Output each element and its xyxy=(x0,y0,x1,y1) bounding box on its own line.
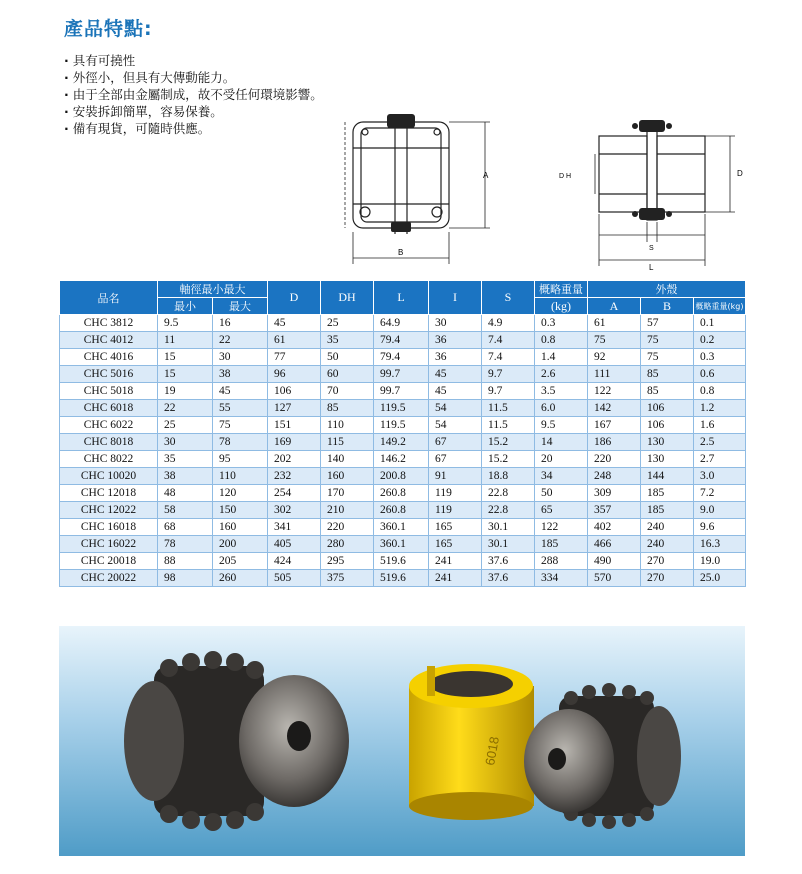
table-cell: 360.1 xyxy=(374,536,429,553)
table-cell: 85 xyxy=(321,400,374,417)
table-cell: 142 xyxy=(588,400,641,417)
table-cell: 130 xyxy=(641,434,694,451)
dim-d-label: D xyxy=(737,169,743,178)
header-s: S xyxy=(482,281,535,315)
table-row xyxy=(60,400,746,417)
feature-item: · 備有現貨，可隨時供應。 xyxy=(64,120,323,137)
table-cell: 150 xyxy=(213,502,268,519)
model-name-cell: CHC 6022 xyxy=(60,417,158,434)
table-cell: 570 xyxy=(588,570,641,587)
table-cell: 120 xyxy=(213,485,268,502)
table-cell: 85 xyxy=(641,383,694,400)
header-bore: 軸徑最小最大 xyxy=(158,281,268,298)
table-cell: 0.8 xyxy=(535,332,588,349)
table-cell: 50 xyxy=(321,349,374,366)
table-cell: 144 xyxy=(641,468,694,485)
table-cell: 18.8 xyxy=(482,468,535,485)
table-cell: 15.2 xyxy=(482,434,535,451)
header-i: I xyxy=(429,281,482,315)
table-cell: 58 xyxy=(158,502,213,519)
table-cell: 241 xyxy=(429,553,482,570)
table-cell: 75 xyxy=(588,332,641,349)
table-cell: 9.5 xyxy=(158,315,213,332)
table-cell: 119.5 xyxy=(374,417,429,434)
table-cell: 122 xyxy=(588,383,641,400)
header-bore-max: 最大 xyxy=(213,298,268,315)
model-name-cell: CHC 5018 xyxy=(60,383,158,400)
table-row xyxy=(60,332,746,349)
dim-dh-label: D H xyxy=(559,173,572,180)
coupling-housing-drawing xyxy=(325,108,500,278)
table-cell: 0.3 xyxy=(535,315,588,332)
specification-table xyxy=(59,280,746,587)
table-cell: 14 xyxy=(535,434,588,451)
header-housing-b: B xyxy=(641,298,694,315)
table-cell: 185 xyxy=(535,536,588,553)
table-cell: 424 xyxy=(268,553,321,570)
table-cell: 54 xyxy=(429,400,482,417)
table-cell: 15 xyxy=(158,366,213,383)
table-cell: 140 xyxy=(321,451,374,468)
table-cell: 360.1 xyxy=(374,519,429,536)
table-cell: 67 xyxy=(429,451,482,468)
table-cell: 88 xyxy=(158,553,213,570)
table-cell: 79.4 xyxy=(374,349,429,366)
table-cell: 0.8 xyxy=(694,383,746,400)
table-cell: 240 xyxy=(641,519,694,536)
table-cell: 75 xyxy=(641,332,694,349)
table-cell: 270 xyxy=(641,553,694,570)
table-cell: 11.5 xyxy=(482,400,535,417)
table-cell: 334 xyxy=(535,570,588,587)
table-cell: 106 xyxy=(268,383,321,400)
table-cell: 48 xyxy=(158,485,213,502)
table-row xyxy=(60,502,746,519)
table-cell: 34 xyxy=(535,468,588,485)
table-cell: 130 xyxy=(641,451,694,468)
table-cell: 61 xyxy=(268,332,321,349)
table-cell: 38 xyxy=(158,468,213,485)
table-cell: 36 xyxy=(429,332,482,349)
table-cell: 0.1 xyxy=(694,315,746,332)
table-cell: 202 xyxy=(268,451,321,468)
table-cell: 185 xyxy=(641,485,694,502)
coupling-photo-illustration xyxy=(59,626,745,856)
chain-coupling-right xyxy=(524,683,681,829)
table-cell: 20 xyxy=(535,451,588,468)
header-d: D xyxy=(268,281,321,315)
header-dh: DH xyxy=(321,281,374,315)
header-bore-min: 最小 xyxy=(158,298,213,315)
table-cell: 65 xyxy=(535,502,588,519)
table-cell: 67 xyxy=(429,434,482,451)
table-cell: 260.8 xyxy=(374,485,429,502)
dim-b-label: B xyxy=(398,248,404,257)
cover-marking: 6018 xyxy=(482,735,502,767)
table-cell: 25 xyxy=(321,315,374,332)
table-row xyxy=(60,451,746,468)
model-name-cell: CHC 6018 xyxy=(60,400,158,417)
header-weight-unit: (kg) xyxy=(535,298,588,315)
table-row xyxy=(60,366,746,383)
table-cell: 519.6 xyxy=(374,553,429,570)
table-cell: 45 xyxy=(268,315,321,332)
page-title: 產品特點: xyxy=(64,18,153,40)
table-cell: 6.0 xyxy=(535,400,588,417)
table-cell: 7.4 xyxy=(482,332,535,349)
table-cell: 270 xyxy=(641,570,694,587)
table-cell: 99.7 xyxy=(374,383,429,400)
table-cell: 37.6 xyxy=(482,570,535,587)
table-cell: 9.6 xyxy=(694,519,746,536)
table-cell: 405 xyxy=(268,536,321,553)
table-cell: 170 xyxy=(321,485,374,502)
table-cell: 91 xyxy=(429,468,482,485)
table-cell: 260.8 xyxy=(374,502,429,519)
table-cell: 146.2 xyxy=(374,451,429,468)
dim-a-label: A xyxy=(483,171,489,180)
table-cell: 37.6 xyxy=(482,553,535,570)
table-cell: 119.5 xyxy=(374,400,429,417)
table-cell: 341 xyxy=(268,519,321,536)
table-cell: 85 xyxy=(641,366,694,383)
table-cell: 186 xyxy=(588,434,641,451)
table-cell: 98 xyxy=(158,570,213,587)
header-name: 品名 xyxy=(60,281,158,315)
table-cell: 7.4 xyxy=(482,349,535,366)
table-cell: 505 xyxy=(268,570,321,587)
table-cell: 220 xyxy=(588,451,641,468)
table-cell: 7.2 xyxy=(694,485,746,502)
table-cell: 9.7 xyxy=(482,383,535,400)
table-row xyxy=(60,315,746,332)
table-row xyxy=(60,570,746,587)
table-cell: 61 xyxy=(588,315,641,332)
table-cell: 19.0 xyxy=(694,553,746,570)
model-name-cell: CHC 12022 xyxy=(60,502,158,519)
table-cell: 149.2 xyxy=(374,434,429,451)
table-cell: 309 xyxy=(588,485,641,502)
feature-item: · 由于全部由金屬制成，故不受任何環境影響。 xyxy=(64,86,323,103)
table-row xyxy=(60,468,746,485)
table-cell: 16 xyxy=(213,315,268,332)
table-cell: 99.7 xyxy=(374,366,429,383)
table-cell: 220 xyxy=(321,519,374,536)
table-cell: 38 xyxy=(213,366,268,383)
feature-item: · 外徑小，但具有大傳動能力。 xyxy=(64,69,323,86)
table-cell: 302 xyxy=(268,502,321,519)
table-cell: 280 xyxy=(321,536,374,553)
table-cell: 57 xyxy=(641,315,694,332)
table-cell: 2.5 xyxy=(694,434,746,451)
table-cell: 2.6 xyxy=(535,366,588,383)
table-cell: 45 xyxy=(429,366,482,383)
model-name-cell: CHC 16022 xyxy=(60,536,158,553)
table-cell: 78 xyxy=(213,434,268,451)
table-cell: 205 xyxy=(213,553,268,570)
table-cell: 19 xyxy=(158,383,213,400)
table-cell: 79.4 xyxy=(374,332,429,349)
model-name-cell: CHC 8018 xyxy=(60,434,158,451)
model-name-cell: CHC 4016 xyxy=(60,349,158,366)
feature-list xyxy=(64,52,323,137)
table-cell: 16.3 xyxy=(694,536,746,553)
table-cell: 77 xyxy=(268,349,321,366)
table-cell: 106 xyxy=(641,400,694,417)
table-cell: 25.0 xyxy=(694,570,746,587)
table-cell: 11.5 xyxy=(482,417,535,434)
coupling-side-drawing xyxy=(555,110,755,275)
table-cell: 22.8 xyxy=(482,485,535,502)
dim-s-label: S xyxy=(649,245,654,252)
table-cell: 402 xyxy=(588,519,641,536)
table-cell: 15.2 xyxy=(482,451,535,468)
table-cell: 45 xyxy=(429,383,482,400)
table-cell: 96 xyxy=(268,366,321,383)
table-cell: 254 xyxy=(268,485,321,502)
table-cell: 115 xyxy=(321,434,374,451)
table-cell: 127 xyxy=(268,400,321,417)
table-cell: 122 xyxy=(535,519,588,536)
table-cell: 11 xyxy=(158,332,213,349)
table-row xyxy=(60,553,746,570)
model-name-cell: CHC 5016 xyxy=(60,366,158,383)
table-cell: 111 xyxy=(588,366,641,383)
table-cell: 1.4 xyxy=(535,349,588,366)
table-cell: 55 xyxy=(213,400,268,417)
table-cell: 0.2 xyxy=(694,332,746,349)
table-cell: 241 xyxy=(429,570,482,587)
table-cell: 106 xyxy=(641,417,694,434)
table-cell: 288 xyxy=(535,553,588,570)
table-cell: 30 xyxy=(158,434,213,451)
table-cell: 4.9 xyxy=(482,315,535,332)
table-cell: 9.0 xyxy=(694,502,746,519)
product-photo xyxy=(59,626,745,856)
table-cell: 1.6 xyxy=(694,417,746,434)
model-name-cell: CHC 8022 xyxy=(60,451,158,468)
table-cell: 169 xyxy=(268,434,321,451)
table-cell: 54 xyxy=(429,417,482,434)
table-row xyxy=(60,519,746,536)
table-cell: 185 xyxy=(641,502,694,519)
header-housing: 外殼 xyxy=(588,281,746,298)
table-cell: 151 xyxy=(268,417,321,434)
header-housing-a: A xyxy=(588,298,641,315)
model-name-cell: CHC 3812 xyxy=(60,315,158,332)
table-cell: 232 xyxy=(268,468,321,485)
table-cell: 22 xyxy=(213,332,268,349)
table-cell: 22.8 xyxy=(482,502,535,519)
table-cell: 375 xyxy=(321,570,374,587)
table-cell: 22 xyxy=(158,400,213,417)
table-cell: 36 xyxy=(429,349,482,366)
table-cell: 3.0 xyxy=(694,468,746,485)
table-cell: 25 xyxy=(158,417,213,434)
table-cell: 30.1 xyxy=(482,536,535,553)
table-cell: 92 xyxy=(588,349,641,366)
table-cell: 30.1 xyxy=(482,519,535,536)
table-cell: 70 xyxy=(321,383,374,400)
table-row xyxy=(60,383,746,400)
table-cell: 119 xyxy=(429,485,482,502)
model-name-cell: CHC 12018 xyxy=(60,485,158,502)
table-cell: 167 xyxy=(588,417,641,434)
feature-item: · 安裝拆卸簡單，容易保養。 xyxy=(64,103,323,120)
table-row xyxy=(60,349,746,366)
table-cell: 165 xyxy=(429,536,482,553)
table-cell: 15 xyxy=(158,349,213,366)
table-cell: 60 xyxy=(321,366,374,383)
table-cell: 30 xyxy=(429,315,482,332)
table-cell: 35 xyxy=(158,451,213,468)
table-cell: 9.5 xyxy=(535,417,588,434)
table-cell: 490 xyxy=(588,553,641,570)
table-cell: 200.8 xyxy=(374,468,429,485)
table-cell: 110 xyxy=(321,417,374,434)
table-cell: 95 xyxy=(213,451,268,468)
table-cell: 64.9 xyxy=(374,315,429,332)
header-housing-weight: 概略重量(kg) xyxy=(694,298,746,315)
table-cell: 1.2 xyxy=(694,400,746,417)
table-cell: 160 xyxy=(321,468,374,485)
table-cell: 248 xyxy=(588,468,641,485)
table-cell: 519.6 xyxy=(374,570,429,587)
table-cell: 35 xyxy=(321,332,374,349)
table-cell: 210 xyxy=(321,502,374,519)
table-cell: 45 xyxy=(213,383,268,400)
table-cell: 9.7 xyxy=(482,366,535,383)
header-l: L xyxy=(374,281,429,315)
model-name-cell: CHC 4012 xyxy=(60,332,158,349)
table-cell: 200 xyxy=(213,536,268,553)
table-cell: 3.5 xyxy=(535,383,588,400)
table-cell: 75 xyxy=(641,349,694,366)
feature-item: · 具有可撓性 xyxy=(64,52,323,69)
chain-coupling-left xyxy=(124,651,349,831)
table-row xyxy=(60,434,746,451)
table-cell: 78 xyxy=(158,536,213,553)
table-row xyxy=(60,417,746,434)
model-name-cell: CHC 16018 xyxy=(60,519,158,536)
specification-table-body xyxy=(60,315,746,587)
table-cell: 165 xyxy=(429,519,482,536)
table-cell: 2.7 xyxy=(694,451,746,468)
dim-l-label: L xyxy=(649,263,654,272)
table-cell: 260 xyxy=(213,570,268,587)
table-cell: 75 xyxy=(213,417,268,434)
table-cell: 0.6 xyxy=(694,366,746,383)
table-row xyxy=(60,536,746,553)
table-cell: 50 xyxy=(535,485,588,502)
table-cell: 295 xyxy=(321,553,374,570)
model-name-cell: CHC 20022 xyxy=(60,570,158,587)
table-cell: 240 xyxy=(641,536,694,553)
table-row xyxy=(60,485,746,502)
table-cell: 119 xyxy=(429,502,482,519)
yellow-coupling-cover xyxy=(409,664,534,820)
table-cell: 68 xyxy=(158,519,213,536)
table-cell: 110 xyxy=(213,468,268,485)
table-cell: 0.3 xyxy=(694,349,746,366)
model-name-cell: CHC 20018 xyxy=(60,553,158,570)
table-cell: 160 xyxy=(213,519,268,536)
header-weight: 概略重量 xyxy=(535,281,588,298)
model-name-cell: CHC 10020 xyxy=(60,468,158,485)
table-cell: 357 xyxy=(588,502,641,519)
table-cell: 30 xyxy=(213,349,268,366)
table-cell: 466 xyxy=(588,536,641,553)
